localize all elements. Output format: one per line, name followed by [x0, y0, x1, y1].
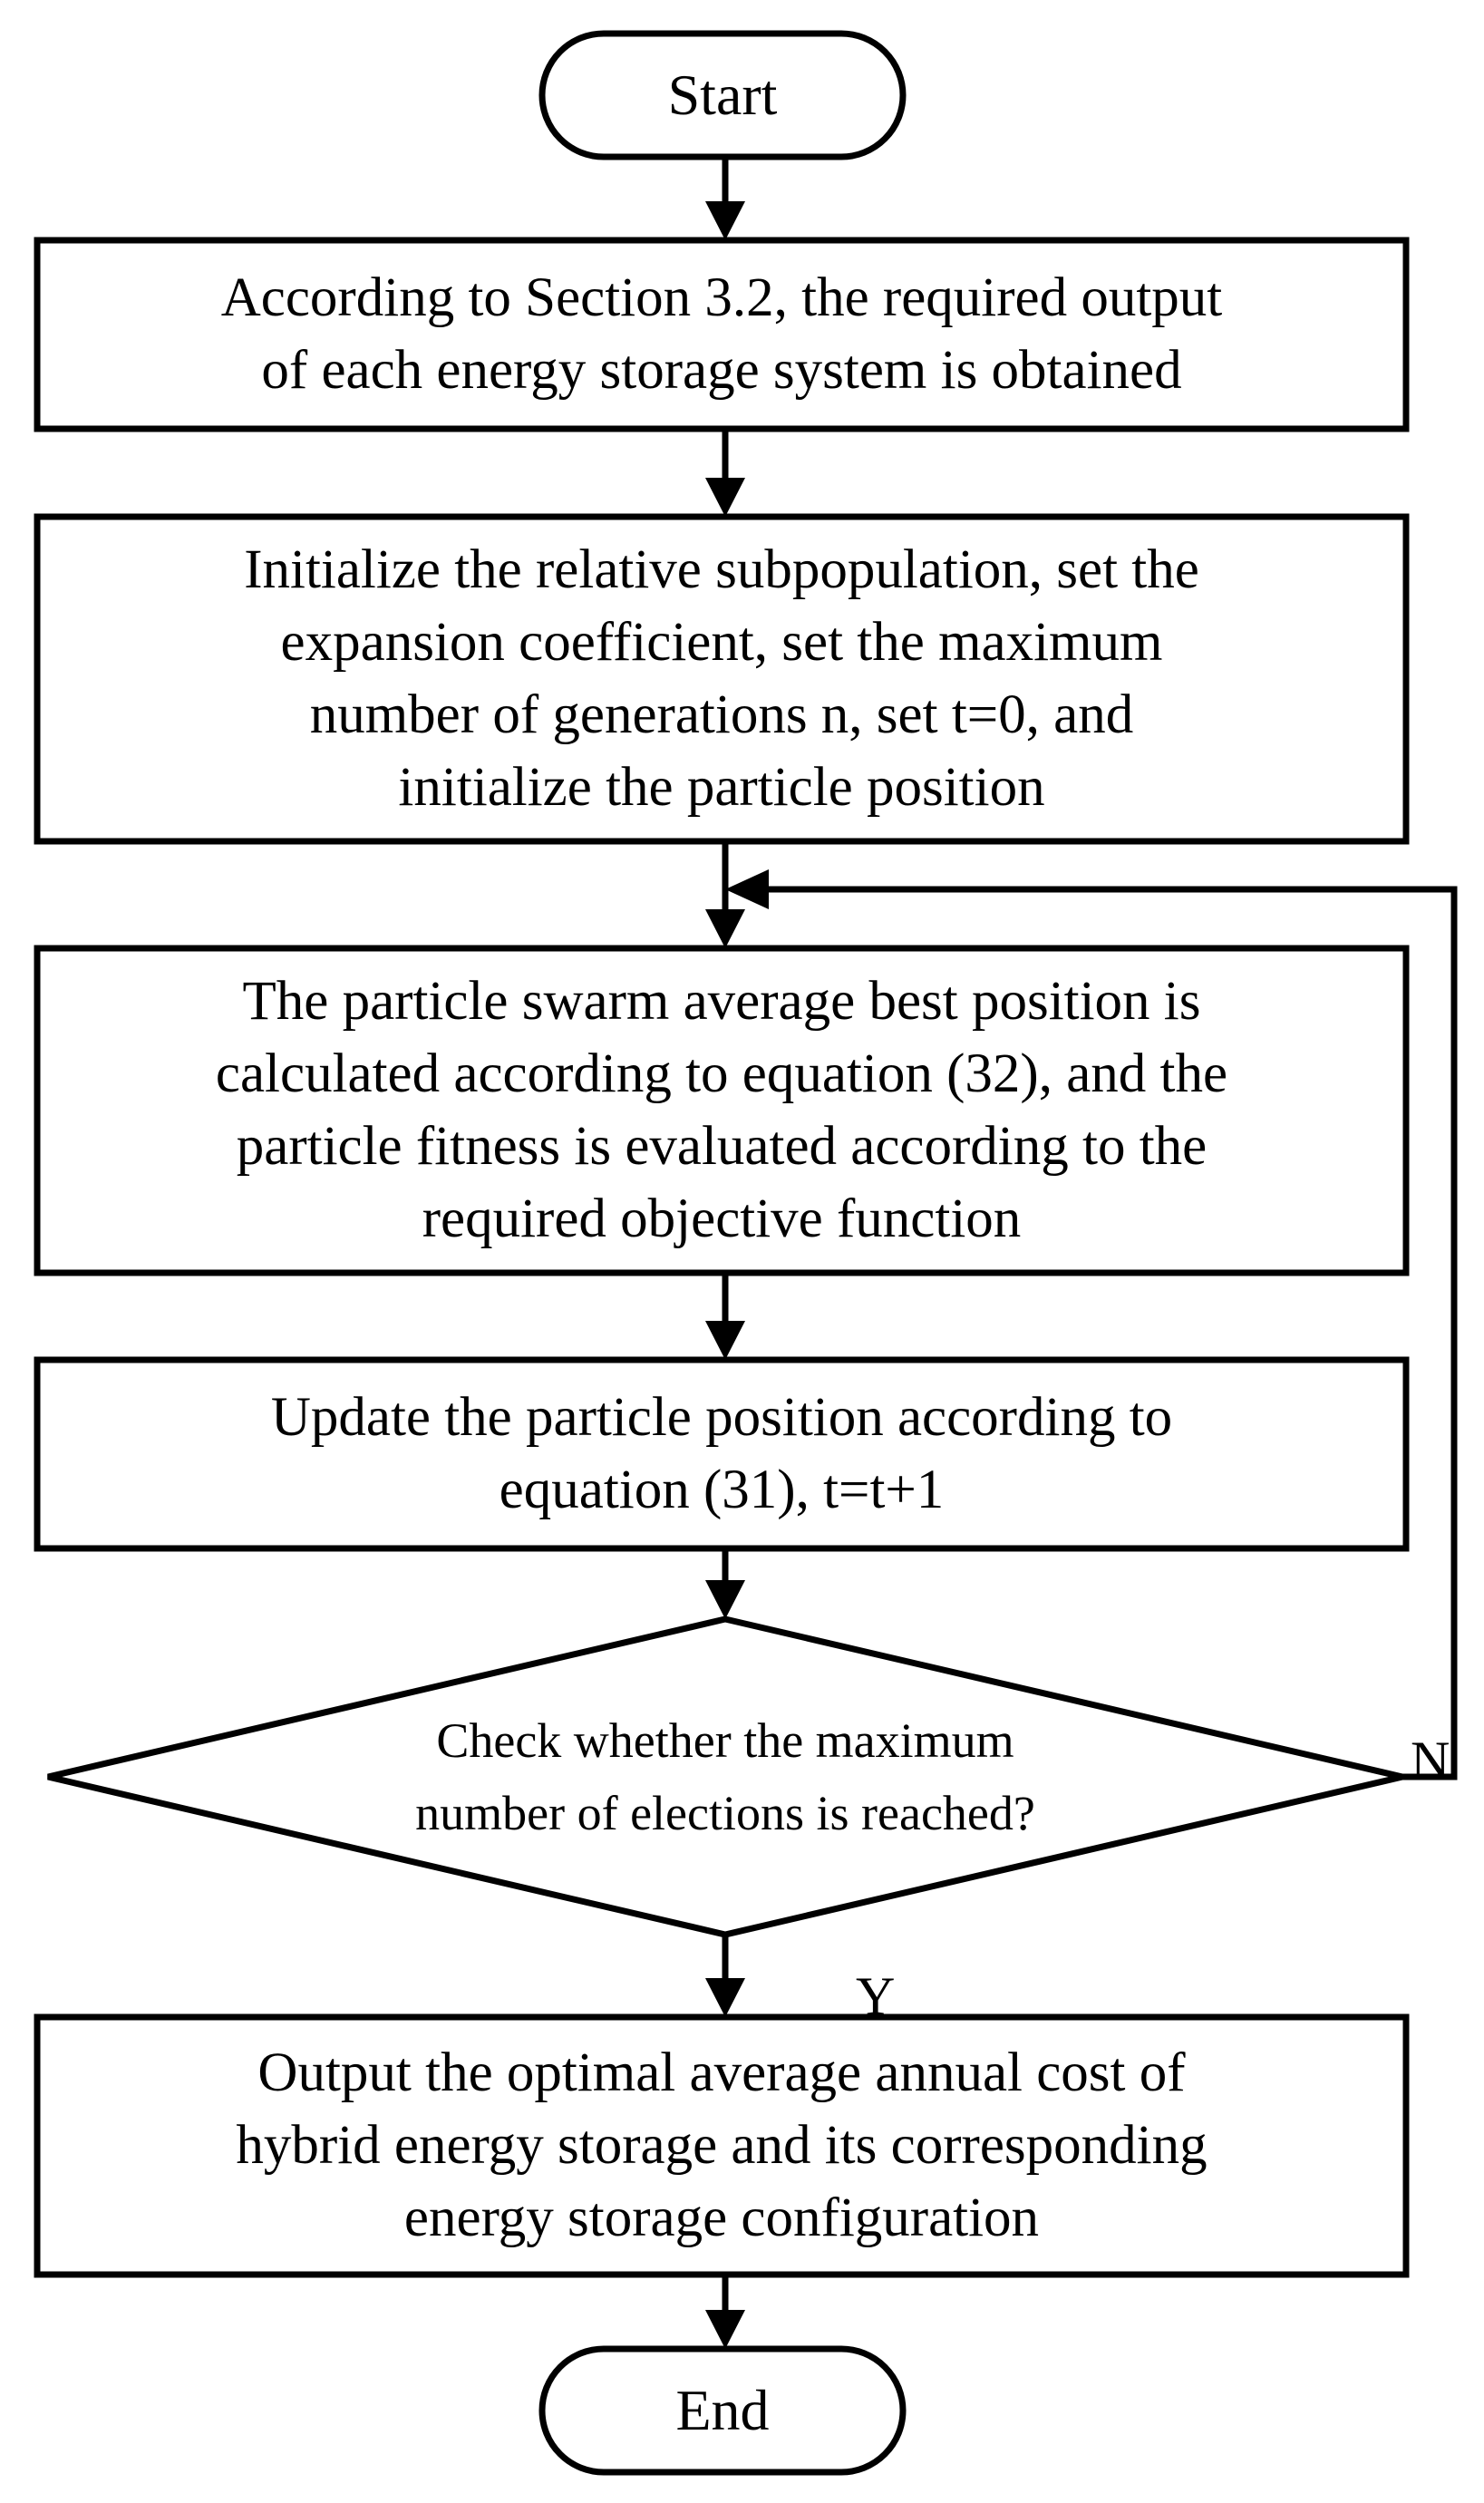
step2-box: [37, 517, 1406, 841]
step4-line-1: Update the particle position according to: [270, 1387, 1173, 1448]
edge-label-no: N: [1411, 1731, 1450, 1790]
step4-box: [37, 1360, 1406, 1548]
step3-line-1: The particle swarm average best position is: [242, 971, 1201, 1032]
arrowhead-decision-output: [705, 1978, 745, 2017]
arrowhead-output-end: [705, 2310, 745, 2349]
arrowhead-loop-back-no: [725, 869, 769, 909]
step2-line-3: number of generations n, set t=0, and: [309, 684, 1134, 745]
step3-box: [37, 948, 1406, 1273]
step1-line-2: of each energy storage system is obtained: [261, 340, 1182, 401]
end-terminal: [542, 2349, 903, 2472]
output-line-3: energy storage configuration: [403, 2188, 1040, 2248]
step1-box: [37, 240, 1406, 429]
decision-line-1: Check whether the maximum: [436, 1713, 1014, 1768]
arrowhead-step3-step4: [705, 1321, 745, 1360]
step2-line-1: Initialize the relative subpopulation, set the: [244, 539, 1199, 600]
output-box: [37, 2017, 1406, 2275]
arrowhead-start-step1: [705, 201, 745, 240]
decision-node: [272, 1704, 1178, 1849]
arrowhead-step1-step2: [705, 478, 745, 517]
output-line-1: Output the optimal average annual cost of: [257, 2042, 1186, 2103]
step3-line-4: required objective function: [422, 1188, 1022, 1249]
step1-line-1: According to Section 3.2, the required output: [220, 267, 1223, 328]
start-label: Start: [667, 63, 778, 127]
arrowhead-step2-step3: [705, 909, 745, 948]
arrowhead-step4-decision: [705, 1580, 745, 1619]
step3-line-2: calculated according to equation (32), and the: [215, 1043, 1228, 1104]
end-label: End: [675, 2378, 770, 2442]
edge-label-yes: Y: [856, 1966, 896, 2026]
step4-line-2: equation (31), t=t+1: [499, 1460, 945, 1520]
step3-line-3: particle fitness is evaluated according to the: [236, 1116, 1208, 1177]
start-terminal: [542, 34, 903, 157]
step2-line-4: initialize the particle position: [398, 757, 1045, 818]
decision-line-2: number of elections is reached?: [415, 1786, 1035, 1840]
step2-line-2: expansion coefficient, set the maximum: [280, 612, 1163, 673]
output-line-2: hybrid energy storage and its corresponding: [236, 2115, 1208, 2176]
